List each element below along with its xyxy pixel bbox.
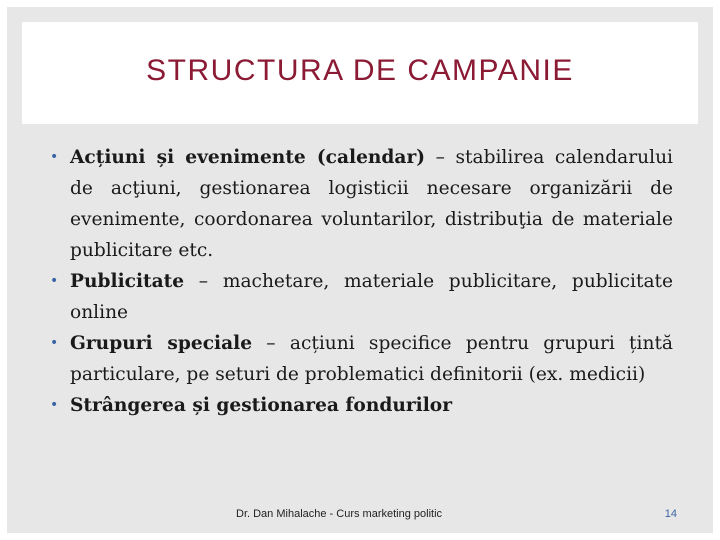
page-number: 14 (664, 508, 677, 520)
bullet-heading: Acțiuni și evenimente (calendar) (70, 147, 426, 168)
bullet-icon: • (50, 149, 59, 165)
bullet-text: – stabilirea calendarului de acţiuni, gestionarea logisticii necesare organizării de evenimente, coordonarea voluntarilor, distribuţia de materiale publicitare etc. (70, 147, 673, 261)
bullet-icon: • (50, 273, 59, 289)
bullet-item-publicitate (50, 266, 673, 328)
bullet-heading: Strângerea și gestionarea fondurilor (70, 395, 452, 416)
footer-author: Dr. Dan Mihalache - Curs marketing politic (236, 508, 443, 520)
bullet-text: – machetare, materiale publicitare, publicitate online (70, 271, 673, 323)
bullet-item-actiuni (50, 142, 673, 266)
bullet-text: – acțiuni specifice pentru grupuri țintă particulare, pe seturi de problematici definitorii (ex. medicii) (70, 333, 673, 385)
bullet-icon: • (50, 335, 59, 351)
bullet-heading: Publicitate (70, 271, 185, 292)
title-box (22, 22, 698, 124)
bullet-icon: • (50, 397, 59, 413)
bullet-item-grupuri (50, 328, 673, 390)
bullet-list (50, 142, 673, 421)
bullet-item-fonduri (50, 390, 673, 421)
slide-title: STRUCTURA DE CAMPANIE (146, 54, 574, 87)
bullet-heading: Grupuri speciale (70, 333, 253, 354)
